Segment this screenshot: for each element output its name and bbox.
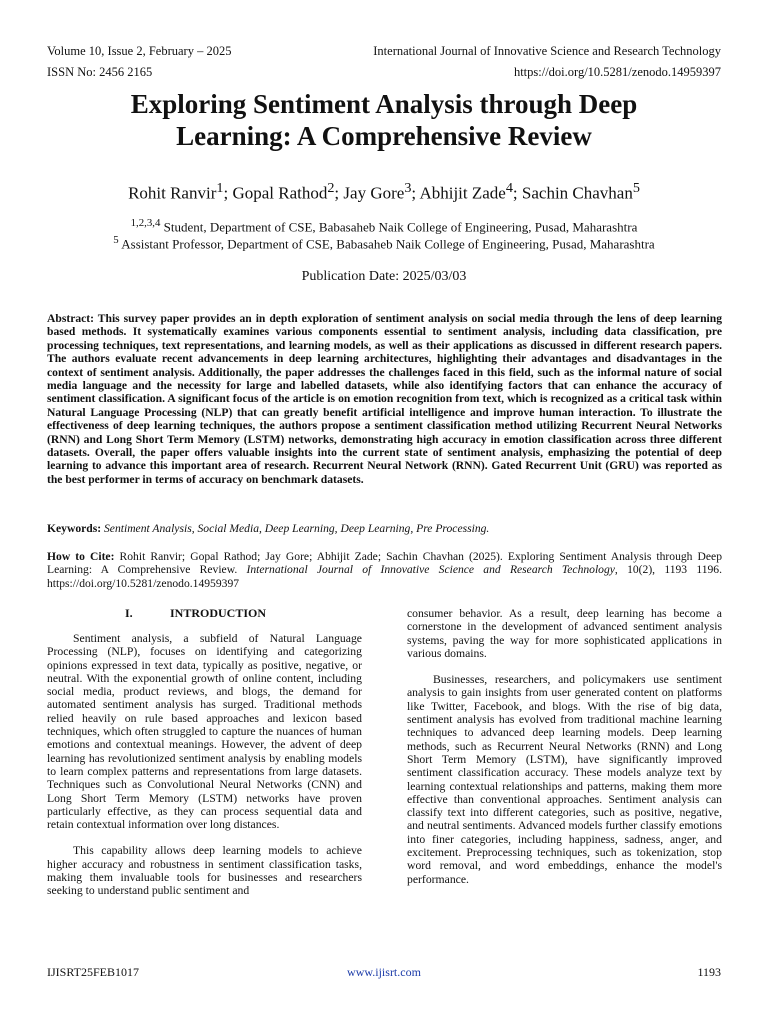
right-column — [407, 607, 722, 886]
author-name: Gopal Rathod — [232, 183, 328, 203]
section-title: INTRODUCTION — [170, 606, 267, 620]
abstract — [47, 312, 722, 486]
author-sup: 2 — [327, 180, 335, 196]
author-list: Rohit Ranvir$^1$; Gopal Rathod$^2$; Jay Gore$^3$; Abhijit Zade$^4$; Sachin Chavhan$^5$ — [128, 180, 640, 203]
affiliation-text: Student, Department of CSE, Babasaheb Naik College of Engineering, Pusad, Maharashtra — [160, 219, 638, 235]
how-to-cite — [47, 550, 722, 590]
keywords-text: Sentiment Analysis, Social Media, Deep Learning, Deep Learning, Pre Processing. — [101, 522, 490, 535]
title-line-2: Learning: A Comprehensive Review — [176, 121, 592, 151]
keywords — [47, 522, 722, 535]
author-sup: 5 — [632, 180, 640, 196]
body-paragraph: Businesses, researchers, and policymakers use sentiment analysis to gain insights from user generated content on platforms like Twitter, Facebook, and blogs. With the rise of big data, sentiment analysis has evolved from traditional machine learning techniques to advanced deep learning models. Deep learning methods, such as Recurrent Neural Networks (RNN) and Long Short Term Memory (LSTM), have significantly improved sentiment classification accuracy. These models analyze text by learning contextual relationships and patterns, making them more effective than conventional approaches. Sentiment analysis can classify text into different categories, such as positive, negative, and neutral sentiments. Advanced models further classify emotions into finer categories, including happiness, sadness, anger, and excitement. Preprocessing techniques, such as tokenization, stop word removal, and word embeddings, enhance the model's performance. — [407, 673, 722, 886]
affiliation — [40, 217, 728, 235]
section-number: I. — [125, 606, 133, 620]
affiliation-text: Assistant Professor, Department of CSE, Babasaheb Naik College of Engineering, Pusad, Maharashtra — [118, 236, 655, 252]
page-number: 1193 — [697, 965, 721, 979]
body-paragraph: This capability allows deep learning models to achieve higher accuracy and robustness in sentiment classification tasks, making them invaluable tools for businesses and researchers seeking to understand public sentiment and — [47, 844, 362, 898]
author-sup: 1 — [216, 180, 224, 196]
abstract-text: This survey paper provides an in depth exploration of sentiment analysis on social media through the lens of deep learning based methods. It systematically examines various components essential to sentiment analysis, including data classification, pre processing techniques, text representations, and learning models, as well as their applications as discussed in different research papers. The authors evaluate recent advancements in deep learning architectures, highlighting their advantages and disadvantages in the context of sentiment analysis. Additionally, the paper addresses the challenges faced in this field, such as the informal nature of social media language and the necessity for large and labelled datasets, while also identifying factors that can enhance the accuracy of sentiment classification. A significant focus of the article is on emotion recognition from text, which is recognized as a critical task within Natural Language Processing (NLP) that can greatly benefit artificial intelligence and improve human interaction. To illustrate the effectiveness of deep learning techniques, the authors propose a sentiment classification method utilizing Recurrent Neural Networks (RNN) and Long Short Term Memory (LSTM) networks, demonstrating high accuracy in emotion classification across three different datasets. Overall, the paper offers valuable insights into the current state of sentiment analysis, emphasizing the potential of deep learning to advance this important area of research. Recurrent Neural Network (RNN). Gated Recurrent Unit (GRU) was reported as the best performer in terms of accuracy on benchmark datasets. — [47, 312, 722, 486]
journal-name: International Journal of Innovative Science and Research Technology — [373, 44, 721, 58]
cite-journal: International Journal of Innovative Science and Research Technology — [246, 563, 615, 577]
abstract-label: Abstract: — [47, 312, 95, 325]
paper-title — [60, 88, 708, 152]
cite-label: How to Cite: — [47, 550, 115, 563]
cite-details: , 10(2), 1193 1196. https://doi.org/10.5281/zenodo.14959397 — [47, 563, 722, 590]
affiliation — [40, 234, 728, 252]
author-sup: 4 — [505, 180, 513, 196]
body-paragraph: consumer behavior. As a result, deep learning has become a cornerstone in the development of advanced sentiment analysis systems, paving the way for more sophisticated applications in various domains. — [407, 607, 722, 660]
publication-date: Publication Date: 2025/03/03 — [301, 269, 467, 284]
paper-id: IJISRT25FEB1017 — [47, 965, 139, 979]
author-sup: 3 — [404, 180, 412, 196]
affiliation-sup: 1,2,3,4 — [130, 217, 161, 229]
left-column — [47, 632, 362, 898]
issn: ISSN No: 2456 2165 — [47, 65, 153, 79]
title-line-1: Exploring Sentiment Analysis through Deep — [130, 89, 638, 119]
affiliation-sup: 5 — [113, 234, 119, 246]
journal-website-link[interactable]: www.ijisrt.com — [347, 965, 421, 979]
author-name: Sachin Chavhan — [521, 183, 633, 203]
author-name: Jay Gore — [343, 183, 405, 203]
keywords-label: Keywords: — [47, 522, 102, 535]
author-name: Rohit Ranvir — [128, 183, 217, 203]
volume-info: Volume 10, Issue 2, February – 2025 — [47, 44, 232, 58]
cite-text: Rohit Ranvir; Gopal Rathod; Jay Gore; Abhijit Zade; Sachin Chavhan (2025). Exploring Sentiment Analysis through Deep Learning: A Comprehensive Review. — [47, 550, 723, 577]
doi-link[interactable]: https://doi.org/10.5281/zenodo.14959397 — [513, 65, 721, 79]
author-name: Abhijit Zade — [419, 183, 506, 203]
body-paragraph: Sentiment analysis, a subfield of Natural Language Processing (NLP), focuses on identifying and categorizing opinions expressed in text data, typically as positive, negative, or neutral. With the exponential growth of online content, including social media, product reviews, and blogs, the demand for automated sentiment analysis has surged. Traditional methods relied heavily on rule based approaches and lexicon based techniques, which often struggled to capture the nuances of human emotions and contextual meanings. However, the advent of deep learning has revolutionized sentiment analysis by enabling models to learn complex patterns and representations from large datasets. Techniques such as Convolutional Neural Networks (CNN) and Long Short Term Memory (LSTM) networks have proven particularly effective, as they can process sequential data and retain contextual information over long distances. — [47, 632, 362, 832]
